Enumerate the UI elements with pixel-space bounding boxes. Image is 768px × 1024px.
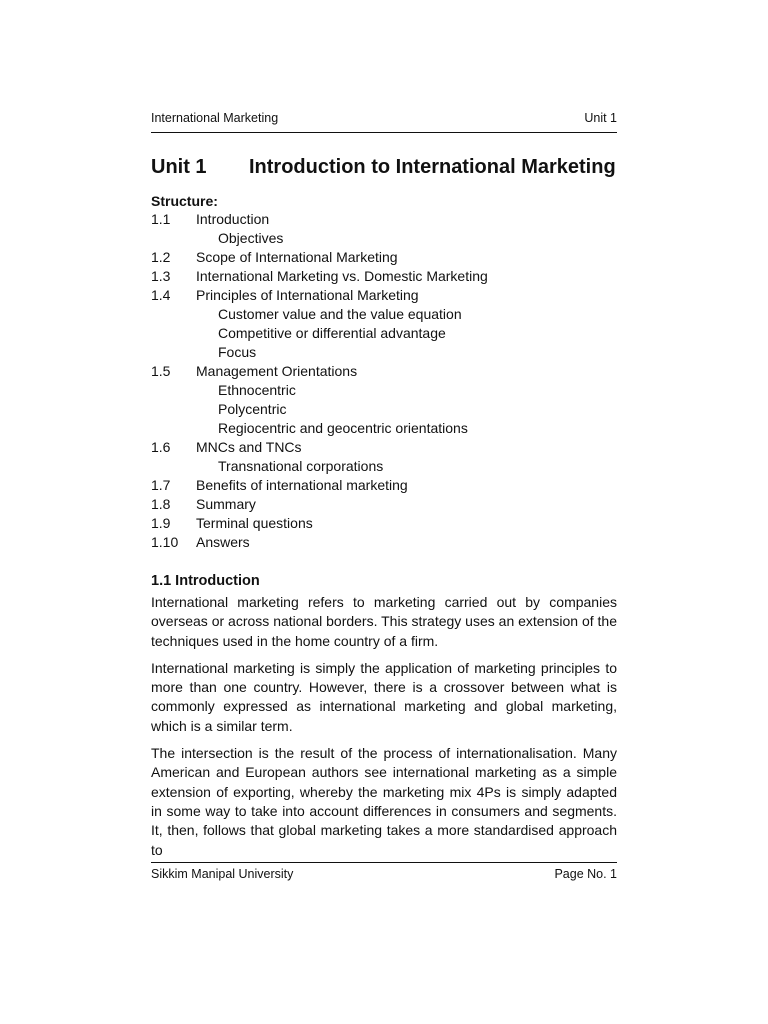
footer-page-number: Page No. 1 [554, 867, 617, 881]
toc-item [151, 229, 617, 248]
toc-item [151, 419, 617, 438]
toc-item-text: Objectives [218, 230, 284, 246]
toc-item [151, 362, 617, 381]
toc-item-number: 1.10 [151, 534, 179, 550]
toc-item-number [151, 324, 196, 343]
toc-item-number [151, 400, 196, 419]
toc-item-number: 1.2 [151, 249, 171, 265]
structure-label: Structure: [151, 193, 218, 209]
toc-item-text: Polycentric [218, 401, 287, 417]
toc-item-number [151, 381, 196, 400]
toc-item-number: 1.5 [151, 363, 171, 379]
toc-item [151, 324, 617, 343]
toc-item-text: Management Orientations [196, 363, 358, 379]
toc-item-text: Terminal questions [196, 515, 313, 531]
page-header [151, 111, 617, 133]
toc-item [151, 267, 617, 286]
toc-item [151, 438, 617, 457]
toc-item-number: 1.6 [151, 439, 171, 455]
toc-item-text: Competitive or differential advantage [218, 325, 446, 341]
header-unit-label: Unit 1 [584, 111, 617, 125]
toc-item [151, 514, 617, 533]
header-course-title: International Marketing [151, 111, 279, 125]
toc-item [151, 286, 617, 305]
unit-number: Unit 1 [151, 156, 207, 178]
section-body [151, 593, 617, 868]
paragraph: International marketing refers to marketing carried out by companies overseas or across national borders. This strategy uses an extension of the techniques used in the home country of a firm. [151, 594, 617, 649]
toc-item-number [151, 305, 196, 324]
document-page [151, 0, 617, 1024]
toc-item-number: 1.1 [151, 211, 171, 227]
toc-item-number: 1.3 [151, 268, 171, 284]
toc-item [151, 248, 617, 267]
toc-item [151, 343, 617, 362]
toc-item [151, 457, 617, 476]
toc-item [151, 305, 617, 324]
toc-item-number: 1.8 [151, 496, 171, 512]
toc-item-text: International Marketing vs. Domestic Marketing [196, 268, 488, 284]
toc-item [151, 476, 617, 495]
toc-item-number [151, 419, 196, 438]
toc-item-text: Introduction [196, 211, 270, 227]
section-heading: 1.1 Introduction [151, 573, 260, 589]
toc-item-text: Answers [196, 534, 250, 550]
unit-heading [151, 156, 617, 179]
toc-item-text: Customer value and the value equation [218, 306, 462, 322]
paragraph: The intersection is the result of the process of internationalisation. Many American and European authors see international marketing as a simple extension of exporting, whereby the marketing mix 4Ps is simply adapted in some way to take into account differences in consumers and segments. It, then, follows that global marketing takes a more standardised approach to [151, 745, 617, 858]
toc-item-text: Transnational corporations [218, 458, 384, 474]
footer-university: Sikkim Manipal University [151, 867, 294, 881]
toc-item [151, 381, 617, 400]
toc-item [151, 210, 617, 229]
table-of-contents [151, 210, 617, 552]
unit-title: Introduction to International Marketing [249, 156, 616, 178]
toc-item-text: Regiocentric and geocentric orientations [218, 420, 468, 436]
toc-item-number: 1.9 [151, 515, 171, 531]
toc-item-number [151, 343, 196, 362]
toc-item-text: MNCs and TNCs [196, 439, 302, 455]
toc-item-text: Ethnocentric [218, 382, 296, 398]
toc-item-text: Scope of International Marketing [196, 249, 398, 265]
paragraph: International marketing is simply the application of marketing principles to more than one country. However, there is a crossover between what is commonly expressed as international marketing and global marketing, which is a similar term. [151, 659, 617, 734]
page-footer [151, 862, 617, 881]
toc-item [151, 533, 617, 552]
toc-item-number [151, 457, 196, 476]
toc-item-text: Benefits of international marketing [196, 477, 408, 493]
toc-item-text: Summary [196, 496, 256, 512]
toc-item-text: Principles of International Marketing [196, 287, 419, 303]
toc-item-number: 1.4 [151, 287, 171, 303]
toc-item-number: 1.7 [151, 477, 171, 493]
toc-item-number [151, 229, 196, 248]
toc-item [151, 400, 617, 419]
toc-item-text: Focus [218, 344, 257, 360]
toc-item [151, 495, 617, 514]
